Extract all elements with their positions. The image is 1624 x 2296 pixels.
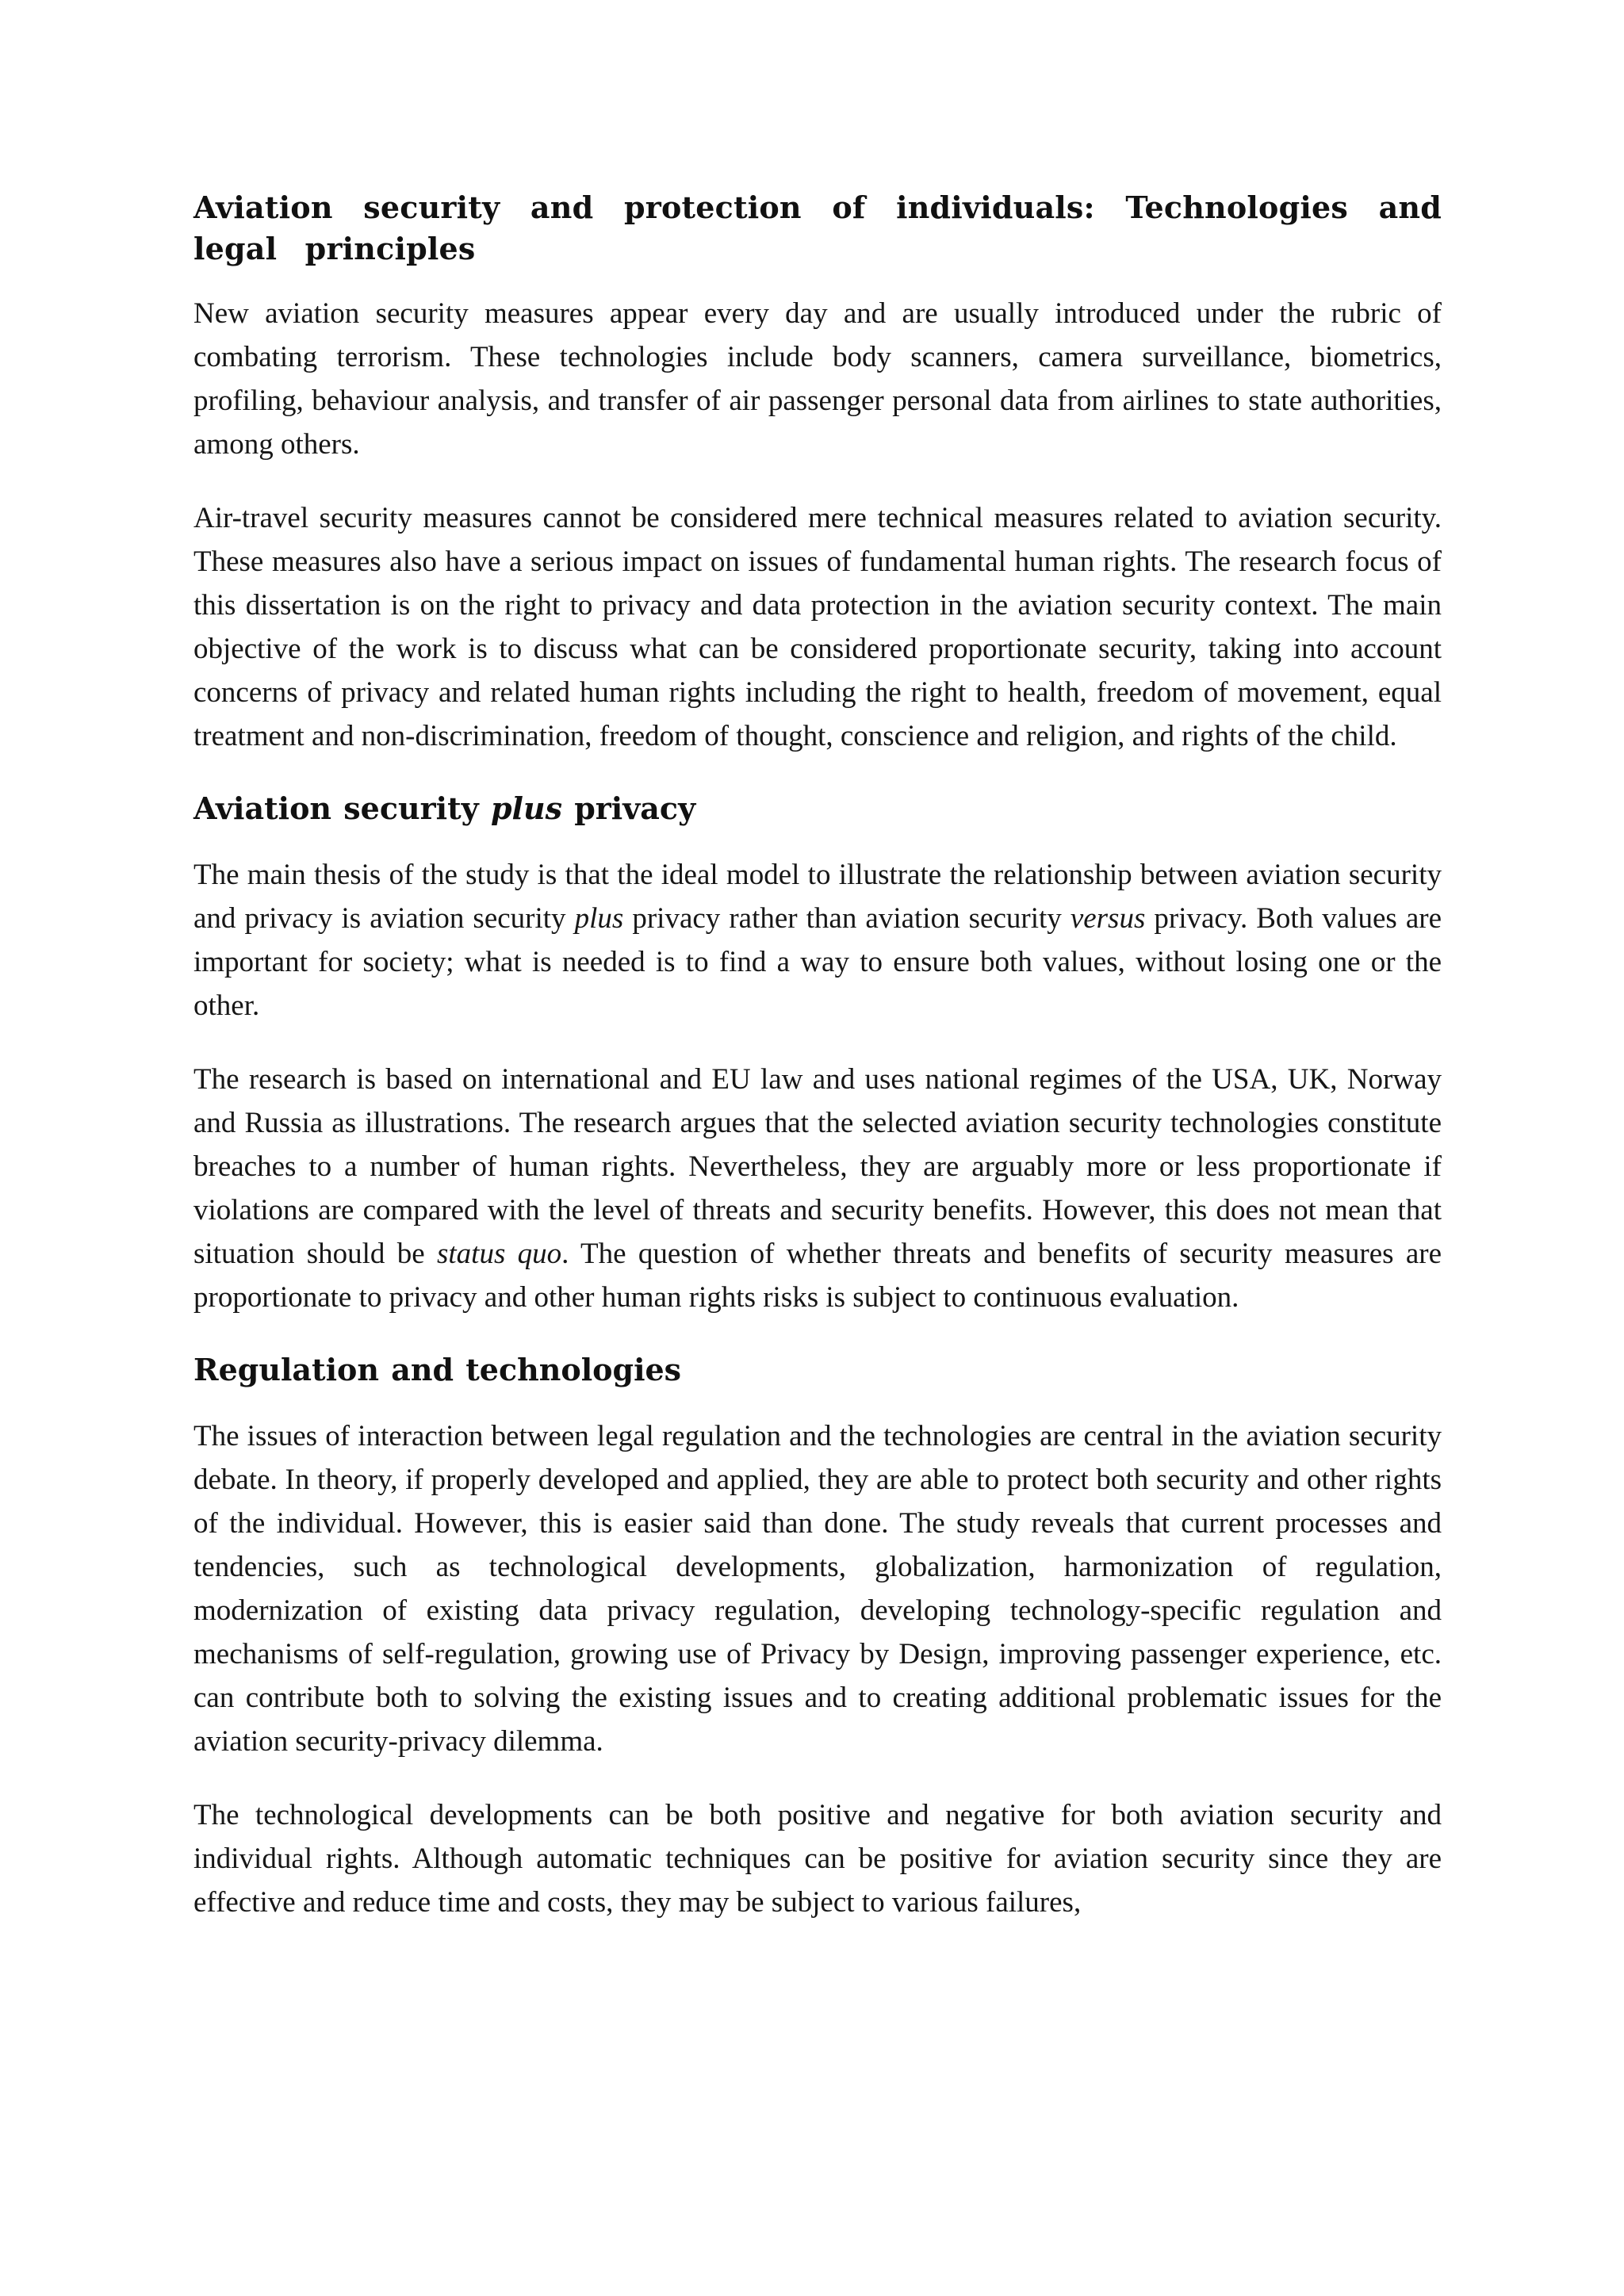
section-heading-regulation: Regulation and technologies xyxy=(193,1352,682,1387)
regulation-paragraph-1: The issues of interaction between legal regulation and the technologies are central in the aviation security debate. In theory, if properly developed and applied, they are able to protect both security and other rights of the individual. However, this is easier said than done. The study reveals that current processes and tendencies, such as technological developments, globalization, harmonization of regulation, modernization of existing data privacy regulation, developing technology-specific regulation and mechanisms of self-regulation, growing use of Privacy by Design, improving passenger experience, etc. can contribute both to solving the existing issues and to creating additional problematic issues for the aviation security-privacy dilemma. xyxy=(193,1420,1442,1758)
paragraph-text: privacy. Both values are important for society; what is needed is to find a way to ensure both values, without losing one or the other. xyxy=(193,902,1442,1022)
security-plus-paragraph-1 xyxy=(193,853,1442,1027)
paragraph-emphasis: plus xyxy=(574,902,624,935)
section-heading-security-plus-privacy xyxy=(193,788,1442,829)
heading-text-post: privacy xyxy=(561,790,696,826)
document-title: Aviation security and protection of individuals: Technologies and legal principles xyxy=(193,189,1442,266)
paragraph-text: The research is based on international and EU law and uses national regimes of the USA, UK, Norway and Russia as illustrations. The research argues that the selected aviation security technologies constitute breaches to a number of human rights. Nevertheless, they are arguably more or less proportionate if violations are compared with the level of threats and security benefits. However, this does not mean that situation should be xyxy=(193,1063,1442,1270)
intro-paragraph-2: Air-travel security measures cannot be considered mere technical measures related to aviation security. These measures also have a serious impact on issues of fundamental human rights. The research focus of this dissertation is on the right to privacy and data protection in the aviation security context. The main objective of the work is to discuss what can be considered proportionate security, taking into account concerns of privacy and related human rights including the right to health, freedom of movement, equal treatment and non-discrimination, freedom of thought, conscience and religion, and rights of the child. xyxy=(193,502,1442,752)
paragraph-text: . The question of whether threats and benefits of security measures are proportionate to privacy and other human rights risks is subject to continuous evaluation. xyxy=(193,1238,1442,1314)
heading-text-emphasis: plus xyxy=(490,790,562,826)
heading-text-pre: Aviation security xyxy=(193,790,491,826)
regulation-paragraph-2: The technological developments can be both positive and negative for both aviation security and individual rights. Although automatic techniques can be positive for aviation security since they are effective and reduce time and costs, they may be subject to various failures, xyxy=(193,1799,1442,1919)
intro-paragraph-1: New aviation security measures appear every day and are usually introduced under the rubric of combating terrorism. These technologies include body scanners, camera surveillance, biometrics, profiling, behaviour analysis, and transfer of air passenger personal data from airlines to state authorities, among others. xyxy=(193,297,1442,461)
paragraph-emphasis: versus xyxy=(1070,902,1146,935)
paragraph-emphasis: status quo xyxy=(436,1238,562,1270)
security-plus-paragraph-2 xyxy=(193,1058,1442,1319)
paragraph-text: The main thesis of the study is that the ideal model to illustrate the relationship between aviation security and privacy is aviation security xyxy=(193,859,1442,935)
paragraph-text: privacy rather than aviation security xyxy=(623,902,1071,935)
document-page xyxy=(193,187,1442,1954)
